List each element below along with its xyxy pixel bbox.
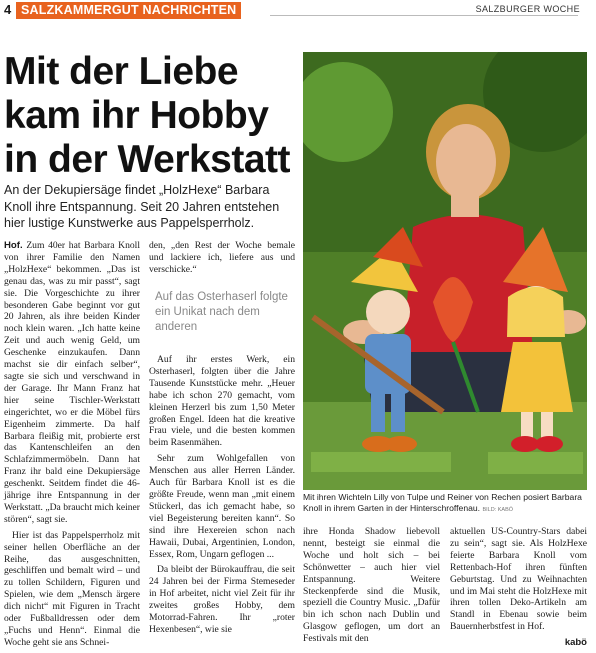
lead-paragraph: An der Dekupiersäge findet „HolzHexe“ Barbara Knoll ihre Entspannung. Seit 20 Jahren entstehen hier lustige Kunstwerke aus Pappelsperrholz. — [4, 183, 280, 230]
pull-quote: Auf das Osterhaserl folgte ein Unikat nach dem anderen — [155, 291, 288, 333]
photo-credit: BILD: KABÖ — [482, 507, 514, 513]
page-number: 4 — [4, 2, 12, 17]
body-paragraph: Hier ist das Pappelsperrholz mit seiner hellen Oberfläche an der Reihe, das ausgeschnitten, geschliffen und bemalt wird – und zu tollen Schildern, Figuren und Spielen, wie dem „Mensch ärgere dich nicht“ mit Figuren in Tracht oder Fußballdressen oder dem „Fuchs und Henn“. Einmal die Woche geht sie ans Schnei- — [4, 529, 140, 648]
column-1 — [4, 240, 140, 653]
body-paragraph: Sehr zum Wohlgefallen von Menschen aus aller Herren Länder. Auch für Barbara Knoll ist es die größte Freude, wenn man „mit einem Stückerl, das ich gemacht habe, so viel Begeisterung bereiten kann“. So sind ihre Hexereien schon nach Hawaii, Dubai, Argentinien, London, Essex, Rom, Ungarn geflogen ... — [149, 453, 295, 560]
body-paragraph: Auf ihr erstes Werk, ein Osterhaserl, folgten über die Jahre Tausende Kunststücke mehr. „Heuer habe ich schon 270 gemacht, vom kleinen Herzerl bis zum 1,50 Meter großen Engel. Ideen hat die kreative Frau viele, und die besten kommen beim Rasenmähen. — [149, 354, 295, 449]
column-3 — [303, 526, 440, 649]
dateline: Hof. — [4, 240, 23, 251]
body-paragraph: Hof. Zum 40er hat Barbara Knoll von ihrer Familie den Namen „HolzHexe“ bekommen. „Das ist genau das, was zu mir passt“, sagt sie. Die Vorgeschichte zu ihrer besonderen Gabe beginnt vor gut 20 Jahren, als ihre beiden Kinder noch klein waren. „Ich hatte keine Zeit und auch wenig Geld, um Geschenke einzukaufen. Dann machst sie dir einfach selber“, sagte sie sich und verschwand in der Garage. Ihr Mann Franz hat hier seine Tischler-Werkstatt eingerichtet, wo er die Möbel fürs Eigenheim zimmerte. Da half Barbara fleißig mit, probierte erst das Kantenschleifen an den Schlafzimmermöbeln. Dann hat Franz ihr bald eine Dekupiersäge geschenkt. Seitdem findet die 46-jährige ihre Entspannung in der Werkstatt. „Da braucht mich keiner stören“, sagt sie. — [4, 240, 140, 525]
section-label: SALZKAMMERGUT NACHRICHTEN — [16, 2, 241, 19]
headline: Mit der Liebe kam ihr Hobby in der Werkstatt — [4, 50, 291, 181]
body-paragraph: Da bleibt der Bürokauffrau, die seit 24 Jahren bei der Firma Stemeseder in Hof arbeitet, nicht viel Zeit für ihr zweites großes Hobby, dem Motorrad-Fahren. Ihr „roter Hexenbesen“, wie sie — [149, 564, 295, 635]
body-paragraph: ihre Honda Shadow liebevoll nennt, besteigt sie einmal die Woche und holt sich – bei Schönwetter – auch hier viel Entspannung. Weitere Steckenpferde sind die Musik, speziell die Country Music. „Dafür bin ich schon nach Dublin und Glasgow geflogen, um dort an Festivals mit den — [303, 526, 440, 645]
photo-illustration — [303, 52, 587, 490]
author-tag: kabö — [564, 637, 587, 649]
column-2-top — [149, 240, 295, 280]
body-paragraph: aktuellen US-Country-Stars dabei zu sein“, sagt sie. Als HolzHexe feierte Barbara Knoll vom Rettenbach-Hof ihren fünften Geburtstag. Und zu Weihnachten und im Mai steht die HolzHexe mit ihren tollen Deko-Artikeln am Standl in Ebenau sowie beim Bauernherbstfest in Hof. — [450, 526, 587, 633]
body-paragraph: den, „den Rest der Woche bemale und lackiere ich, liefere aus und verschicke.“ — [149, 240, 295, 275]
masthead: SALZBURGER WOCHE — [475, 4, 580, 14]
header-rule — [270, 15, 578, 16]
column-2 — [149, 354, 295, 640]
column-4 — [450, 526, 587, 648]
article-photo — [303, 52, 587, 490]
photo-caption: Mit ihren Wichteln Lilly von Tulpe und Reiner von Rechen posiert Barbara Knoll in ihrem Garten in der Hinterschroffenau. BILD: KABÖ — [303, 492, 582, 513]
